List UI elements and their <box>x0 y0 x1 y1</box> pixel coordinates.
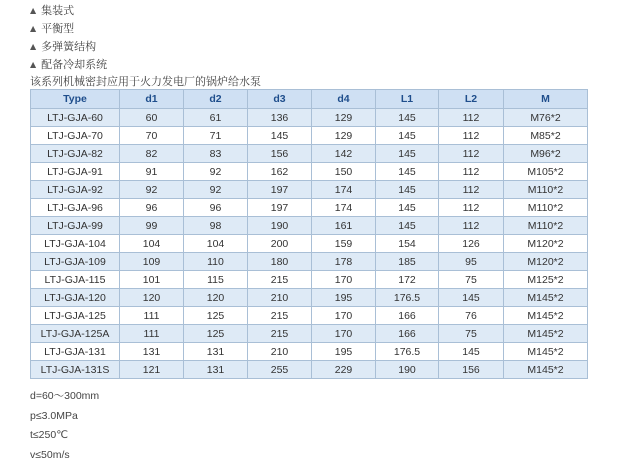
table-cell: 185 <box>376 253 439 271</box>
table-cell: 115 <box>184 271 248 289</box>
spec-table <box>30 89 588 379</box>
table-row <box>31 343 588 361</box>
table-cell: LTJ-GJA-91 <box>31 163 120 181</box>
table-header-row <box>31 90 588 109</box>
table-cell: 197 <box>248 199 312 217</box>
table-cell: 126 <box>439 235 504 253</box>
table-row <box>31 181 588 199</box>
parameter-list <box>30 387 99 465</box>
table-cell: 229 <box>312 361 376 379</box>
triangle-bullet-icon: ▲ <box>30 6 36 15</box>
table-cell: 190 <box>376 361 439 379</box>
parameter-line: t≤250℃ <box>30 426 99 446</box>
table-cell: 195 <box>312 289 376 307</box>
table-cell: 104 <box>184 235 248 253</box>
column-header: L2 <box>439 90 504 109</box>
table-cell: M125*2 <box>504 271 588 289</box>
table-cell: 125 <box>184 307 248 325</box>
table-cell: 82 <box>120 145 184 163</box>
parameter-line: d=60～300mm <box>30 387 99 407</box>
triangle-bullet-icon: ▲ <box>30 60 36 69</box>
table-cell: 197 <box>248 181 312 199</box>
table-row <box>31 217 588 235</box>
table-cell: LTJ-GJA-96 <box>31 199 120 217</box>
table-cell: 112 <box>439 127 504 145</box>
column-header: Type <box>31 90 120 109</box>
table-cell: LTJ-GJA-109 <box>31 253 120 271</box>
table-cell: LTJ-GJA-70 <box>31 127 120 145</box>
table-cell: 129 <box>312 127 376 145</box>
table-cell: 99 <box>120 217 184 235</box>
column-header: d3 <box>248 90 312 109</box>
feature-label: 集装式 <box>41 4 74 17</box>
table-cell: 161 <box>312 217 376 235</box>
table-cell: 215 <box>248 307 312 325</box>
table-cell: M76*2 <box>504 109 588 127</box>
table-cell: 96 <box>184 199 248 217</box>
table-row <box>31 325 588 343</box>
table-cell: 112 <box>439 181 504 199</box>
parameter-line: v≤50m/s <box>30 446 99 465</box>
table-cell: 156 <box>248 145 312 163</box>
table-cell: 145 <box>376 109 439 127</box>
triangle-bullet-icon: ▲ <box>30 24 36 33</box>
table-cell: 174 <box>312 199 376 217</box>
table-cell: 145 <box>439 289 504 307</box>
table-cell: M110*2 <box>504 217 588 235</box>
table-cell: M85*2 <box>504 127 588 145</box>
feature-item <box>30 20 107 38</box>
table-cell: 75 <box>439 271 504 289</box>
table-cell: 176.5 <box>376 343 439 361</box>
column-header: d2 <box>184 90 248 109</box>
table-cell: 71 <box>184 127 248 145</box>
table-cell: LTJ-GJA-92 <box>31 181 120 199</box>
table-cell: 70 <box>120 127 184 145</box>
column-header: d1 <box>120 90 184 109</box>
column-header: L1 <box>376 90 439 109</box>
table-cell: M96*2 <box>504 145 588 163</box>
table-cell: 95 <box>439 253 504 271</box>
table-cell: 109 <box>120 253 184 271</box>
table-cell: M110*2 <box>504 181 588 199</box>
table-cell: 170 <box>312 307 376 325</box>
table-cell: M105*2 <box>504 163 588 181</box>
table-cell: 131 <box>184 343 248 361</box>
table-cell: 120 <box>120 289 184 307</box>
table-cell: 111 <box>120 325 184 343</box>
column-header: d4 <box>312 90 376 109</box>
table-cell: 166 <box>376 307 439 325</box>
table-cell: 145 <box>376 163 439 181</box>
table-cell: 131 <box>120 343 184 361</box>
table-cell: 125 <box>184 325 248 343</box>
table-cell: 159 <box>312 235 376 253</box>
table-cell: 145 <box>376 145 439 163</box>
table-cell: 111 <box>120 307 184 325</box>
table-cell: 120 <box>184 289 248 307</box>
table-cell: 112 <box>439 199 504 217</box>
table-cell: 172 <box>376 271 439 289</box>
table-cell: 98 <box>184 217 248 235</box>
table-cell: 210 <box>248 289 312 307</box>
table-cell: 112 <box>439 145 504 163</box>
table-cell: M145*2 <box>504 325 588 343</box>
table-cell: 92 <box>184 163 248 181</box>
table-cell: 170 <box>312 271 376 289</box>
table-cell: 83 <box>184 145 248 163</box>
table-cell: 75 <box>439 325 504 343</box>
feature-label: 平衡型 <box>41 22 74 35</box>
table-body <box>31 109 588 379</box>
table-row <box>31 361 588 379</box>
table-cell: 91 <box>120 163 184 181</box>
table-cell: LTJ-GJA-115 <box>31 271 120 289</box>
table-cell: 210 <box>248 343 312 361</box>
table-cell: M145*2 <box>504 343 588 361</box>
table-cell: 145 <box>248 127 312 145</box>
table-cell: M120*2 <box>504 235 588 253</box>
table-cell: 176.5 <box>376 289 439 307</box>
table-cell: 92 <box>120 181 184 199</box>
table-cell: 101 <box>120 271 184 289</box>
table-cell: 215 <box>248 325 312 343</box>
table-cell: 60 <box>120 109 184 127</box>
table-cell: LTJ-GJA-120 <box>31 289 120 307</box>
table-row <box>31 307 588 325</box>
table-cell: LTJ-GJA-125 <box>31 307 120 325</box>
table-cell: LTJ-GJA-131 <box>31 343 120 361</box>
table-row <box>31 127 588 145</box>
table-cell: 156 <box>439 361 504 379</box>
feature-list <box>30 2 107 74</box>
table-cell: M145*2 <box>504 289 588 307</box>
column-header: M <box>504 90 588 109</box>
table-cell: M145*2 <box>504 361 588 379</box>
table-cell: LTJ-GJA-60 <box>31 109 120 127</box>
table-cell: LTJ-GJA-99 <box>31 217 120 235</box>
table-row <box>31 253 588 271</box>
table-cell: 61 <box>184 109 248 127</box>
table-cell: 145 <box>376 127 439 145</box>
table-cell: M110*2 <box>504 199 588 217</box>
table-cell: M145*2 <box>504 307 588 325</box>
table-cell: 174 <box>312 181 376 199</box>
table-cell: 121 <box>120 361 184 379</box>
table-cell: 136 <box>248 109 312 127</box>
table-row <box>31 145 588 163</box>
table-cell: 190 <box>248 217 312 235</box>
table-row <box>31 289 588 307</box>
table-cell: 195 <box>312 343 376 361</box>
table-cell: LTJ-GJA-125A <box>31 325 120 343</box>
table-cell: 162 <box>248 163 312 181</box>
table-cell: LTJ-GJA-82 <box>31 145 120 163</box>
table-cell: 145 <box>376 217 439 235</box>
table-cell: 92 <box>184 181 248 199</box>
triangle-bullet-icon: ▲ <box>30 42 36 51</box>
table-cell: 129 <box>312 109 376 127</box>
table-row <box>31 163 588 181</box>
table-cell: 112 <box>439 163 504 181</box>
feature-label: 多弹簧结构 <box>41 40 96 53</box>
table-cell: LTJ-GJA-104 <box>31 235 120 253</box>
table-cell: 170 <box>312 325 376 343</box>
feature-label: 配备冷却系统 <box>41 58 107 71</box>
table-cell: 180 <box>248 253 312 271</box>
table-row <box>31 199 588 217</box>
table-cell: 200 <box>248 235 312 253</box>
table-cell: 96 <box>120 199 184 217</box>
feature-item <box>30 56 107 74</box>
table-cell: M120*2 <box>504 253 588 271</box>
parameter-line: p≤3.0MPa <box>30 407 99 427</box>
table-cell: 154 <box>376 235 439 253</box>
table-cell: 145 <box>376 199 439 217</box>
table-cell: 145 <box>439 343 504 361</box>
table-cell: 215 <box>248 271 312 289</box>
table-cell: 150 <box>312 163 376 181</box>
table-cell: 76 <box>439 307 504 325</box>
intro-text: 该系列机械密封应用于火力发电厂的锅炉给水泵 <box>30 73 261 89</box>
table-row <box>31 235 588 253</box>
table-cell: 110 <box>184 253 248 271</box>
table-cell: 142 <box>312 145 376 163</box>
table-cell: LTJ-GJA-131S <box>31 361 120 379</box>
table-cell: 166 <box>376 325 439 343</box>
table-cell: 131 <box>184 361 248 379</box>
feature-item <box>30 38 107 56</box>
table-cell: 112 <box>439 109 504 127</box>
table-cell: 112 <box>439 217 504 235</box>
table-row <box>31 271 588 289</box>
table-cell: 145 <box>376 181 439 199</box>
table-cell: 104 <box>120 235 184 253</box>
table-row <box>31 109 588 127</box>
feature-item <box>30 2 107 20</box>
table-cell: 178 <box>312 253 376 271</box>
table-cell: 255 <box>248 361 312 379</box>
